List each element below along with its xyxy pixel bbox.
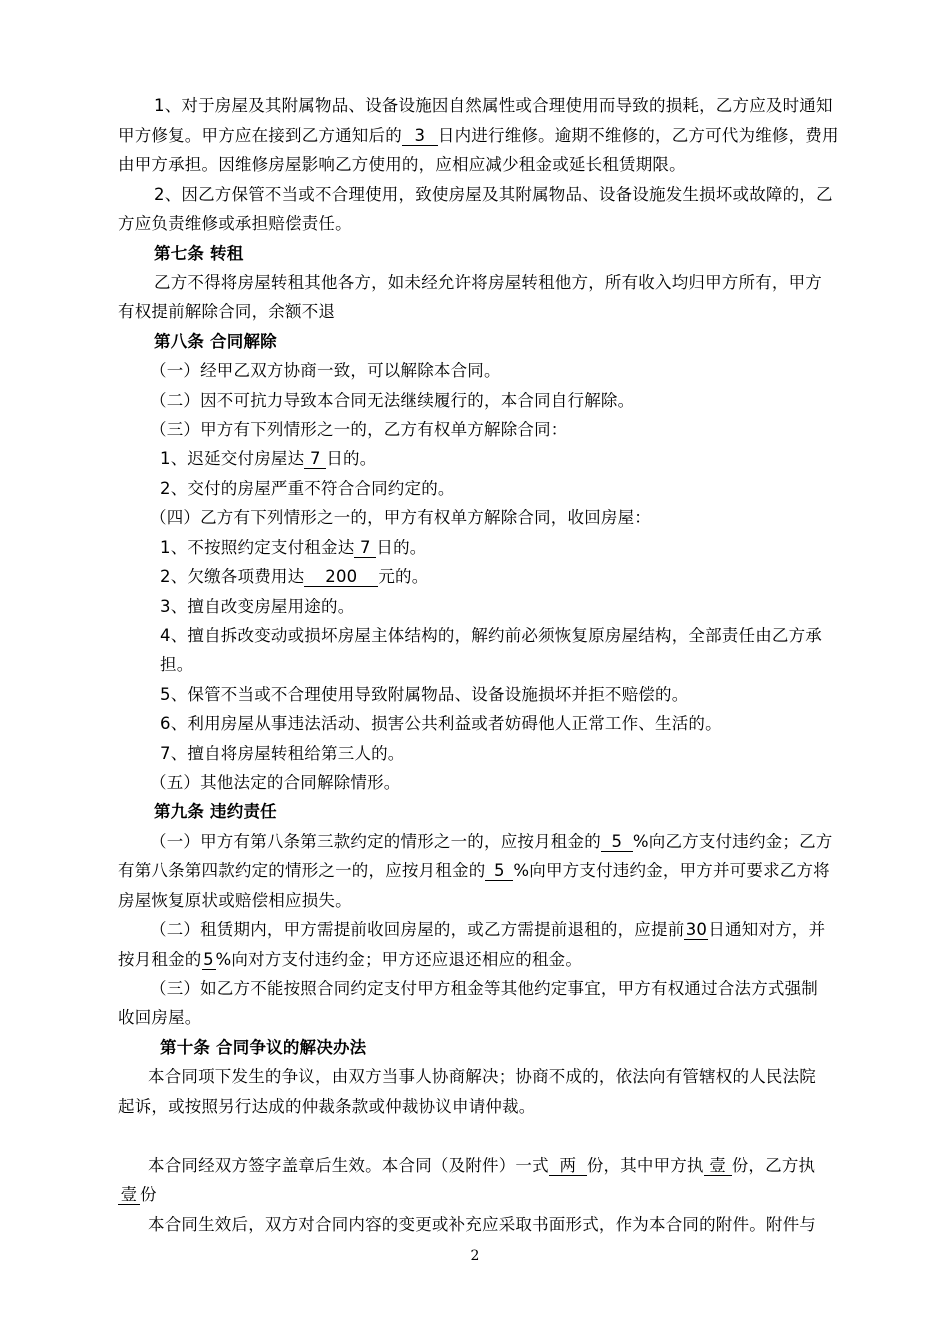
clause-8-item-1: （一）经甲乙双方协商一致，可以解除本合同。 xyxy=(150,361,501,380)
clause-6-item-1-line-3: 由甲方承担。因维修房屋影响乙方使用的，应相应减少租金或延长租赁期限。 xyxy=(118,155,686,174)
text: 1、迟延交付房屋达 xyxy=(160,449,305,468)
text: （一）甲方有第八条第三款约定的情形之一的，应按月租金的 xyxy=(150,832,601,851)
text: 2、欠缴各项费用达 xyxy=(160,567,305,586)
amendment-clause-line-1: 本合同生效后，双方对合同内容的变更或补充应采取书面形式，作为本合同的附件。附件与 xyxy=(148,1215,816,1234)
clause-8-item-4-sub-6: 6、利用房屋从事违法活动、损害公共利益或者妨碍他人正常工作、生活的。 xyxy=(160,714,722,733)
clause-8-item-4-sub-7: 7、擅自将房屋转租给第三人的。 xyxy=(160,744,405,763)
clause-8-item-2: （二）因不可抗力导致本合同无法继续履行的，本合同自行解除。 xyxy=(150,391,635,410)
clause-10-heading: 第十条 合同争议的解决办法 xyxy=(160,1038,367,1057)
text: %向乙方支付违约金；乙方 xyxy=(632,832,833,851)
clause-6-item-2-line-2: 方应负责维修或承担赔偿责任。 xyxy=(118,214,352,233)
text: 本合同经双方签字盖章后生效。本合同（及附件）一式 xyxy=(148,1156,549,1175)
copies-count-blank: 两 xyxy=(549,1157,587,1176)
clause-10-line-1: 本合同项下发生的争议，由双方当事人协商解决；协商不成的，依法向有管辖权的人民法院 xyxy=(148,1067,816,1086)
text: 甲方修复。甲方应在接到乙方通知后的 xyxy=(118,126,402,145)
effect-clause-line-1 xyxy=(148,1155,815,1177)
text: %向甲方支付违约金，甲方并可要求乙方将 xyxy=(513,861,830,880)
text: 日的。 xyxy=(326,449,377,468)
arrears-amount-blank: 200 xyxy=(304,568,378,587)
clause-7-heading: 第七条 转租 xyxy=(154,244,244,263)
clause-8-item-4-sub-1 xyxy=(160,537,427,559)
clause-9-item-1-line-1 xyxy=(150,831,833,853)
clause-10-line-2: 起诉，或按照另行达成的仲裁条款或仲裁协议申请仲裁。 xyxy=(118,1097,536,1116)
penalty-percent-blank: 5 xyxy=(485,862,513,881)
clause-7-line-1: 乙方不得将房屋转租其他各方，如未经允许将房屋转租他方，所有收入均归甲方所有，甲方 xyxy=(154,273,822,292)
clause-9-heading: 第九条 违约责任 xyxy=(154,802,277,821)
clause-9-item-3-line-1: （三）如乙方不能按照合同约定支付甲方租金等其他约定事宜，甲方有权通过合法方式强制 xyxy=(150,979,818,998)
page-number: 2 xyxy=(470,1248,480,1264)
text: 份 xyxy=(140,1185,157,1204)
clause-9-item-1-line-3: 房屋恢复原状或赔偿相应损失。 xyxy=(118,891,352,910)
text: 按月租金的 xyxy=(118,950,202,969)
clause-8-heading: 第八条 合同解除 xyxy=(154,332,277,351)
clause-8-item-4-sub-3: 3、擅自改变房屋用途的。 xyxy=(160,597,355,616)
penalty-percent-blank: 5 xyxy=(203,950,214,969)
clause-9-item-2-line-2 xyxy=(118,949,582,971)
clause-9-item-3-line-2: 收回房屋。 xyxy=(118,1008,202,1027)
text: 日的。 xyxy=(376,538,427,557)
clause-8-item-3-sub-2: 2、交付的房屋严重不符合合同约定的。 xyxy=(160,479,455,498)
party-a-copies-blank: 壹 xyxy=(704,1157,732,1176)
text: 日通知对方，并 xyxy=(708,920,826,939)
clause-8-item-4-sub-4-line-1: 4、擅自拆改变动或损坏房屋主体结构的，解约前必须恢复原房屋结构，全部责任由乙方承 xyxy=(160,626,822,645)
party-b-copies-blank: 壹 xyxy=(118,1186,140,1205)
text: 有第八条第四款约定的情形之一的，应按月租金的 xyxy=(118,861,486,880)
clause-7-line-2: 有权提前解除合同，余额不退 xyxy=(118,302,336,321)
penalty-percent-blank: 5 xyxy=(601,833,633,852)
clause-8-item-4-sub-5: 5、保管不当或不合理使用导致附属物品、设备设施损坏并拒不赔偿的。 xyxy=(160,685,689,704)
clause-8-item-4-sub-4-line-2: 担。 xyxy=(160,655,194,674)
clause-8-item-3: （三）甲方有下列情形之一的，乙方有权单方解除合同： xyxy=(150,420,568,439)
text: %向对方支付违约金；甲方还应退还相应的租金。 xyxy=(215,950,583,969)
clause-6-item-1-line-1: 1、对于房屋及其附属物品、设备设施因自然属性或合理使用而导致的损耗，乙方应及时通知 xyxy=(154,96,833,115)
clause-8-item-4: （四）乙方有下列情形之一的，甲方有权单方解除合同，收回房屋： xyxy=(150,508,651,527)
effect-clause-line-2 xyxy=(118,1184,157,1206)
rent-delay-days-blank: 7 xyxy=(354,539,376,558)
clause-8-item-3-sub-1 xyxy=(160,448,376,470)
clause-8-item-4-sub-2 xyxy=(160,566,428,588)
text: 份，乙方执 xyxy=(731,1156,816,1175)
repair-days-blank: 3 xyxy=(402,127,438,146)
text: 份，其中甲方执 xyxy=(586,1156,704,1175)
notice-days-blank: 30 xyxy=(685,920,708,939)
clause-9-item-2-line-1 xyxy=(150,919,825,941)
text: 日内进行维修。逾期不维修的，乙方可代为维修，费用 xyxy=(437,126,839,145)
clause-6-item-1-line-2 xyxy=(118,125,839,147)
clause-9-item-1-line-2 xyxy=(118,860,830,882)
delay-days-blank: 7 xyxy=(304,450,326,469)
text: 1、不按照约定支付租金达 xyxy=(160,538,355,557)
text: 元的。 xyxy=(378,567,429,586)
text: （二）租赁期内，甲方需提前收回房屋的，或乙方需提前退租的，应提前 xyxy=(150,920,685,939)
clause-8-item-5: （五）其他法定的合同解除情形。 xyxy=(150,773,401,792)
clause-6-item-2-line-1: 2、因乙方保管不当或不合理使用，致使房屋及其附属物品、设备设施发生损坏或故障的，乙 xyxy=(154,185,833,204)
